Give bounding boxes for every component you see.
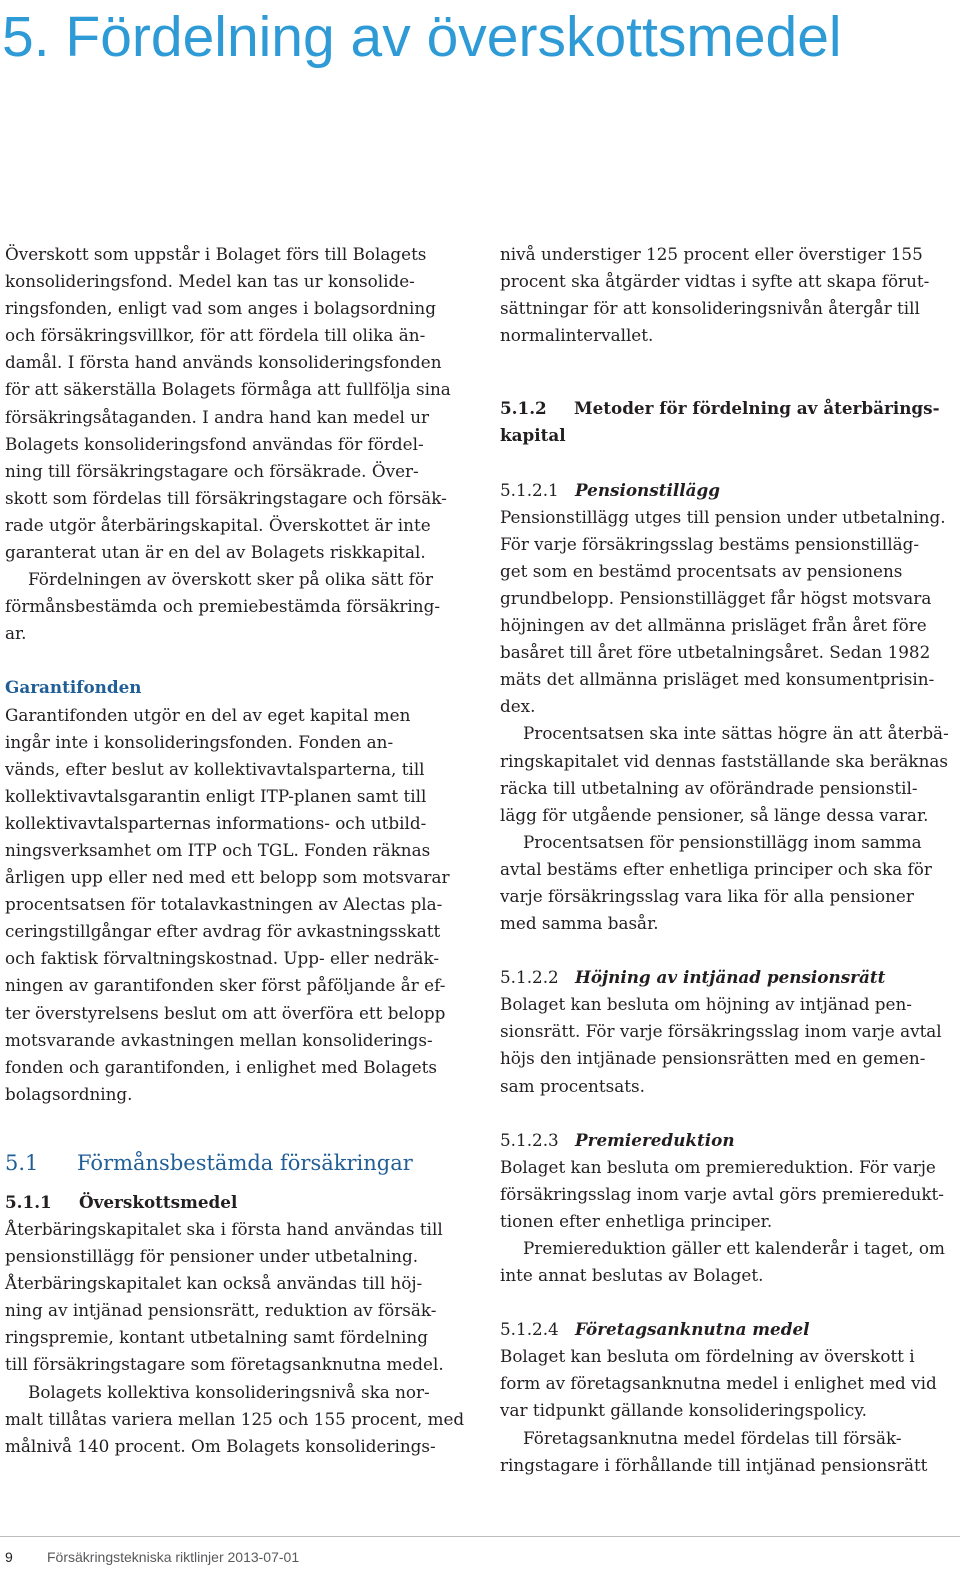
text-line: Överskott som uppstår i Bolaget förs till Bolagets bbox=[5, 244, 427, 264]
continued-paragraph bbox=[500, 241, 954, 349]
text-line: ringspremie, kontant utbetalning samt fördelning bbox=[5, 1327, 428, 1348]
text-line: höjs den intjänade pensionsrätten med en gemen- bbox=[500, 1048, 926, 1069]
text-line: inte annat beslutas av Bolaget. bbox=[500, 1265, 764, 1286]
text-line: ningsverksamhet om ITP och TGL. Fonden räknas bbox=[5, 839, 431, 860]
left-column bbox=[5, 241, 475, 1460]
page-number: 9 bbox=[5, 1549, 13, 1565]
pensionstillagg-paragraph-2 bbox=[500, 720, 954, 828]
text-line: motsvarande avkastningen mellan konsoliderings- bbox=[5, 1029, 433, 1050]
text-line: sättningar för att konsolideringsnivån återgår till bbox=[500, 298, 920, 319]
text-line: sam procentsats. bbox=[500, 1075, 645, 1096]
section-5-1-heading bbox=[5, 1147, 475, 1179]
text-line: rade utgör återbäringskapital. Överskottet är inte bbox=[5, 514, 431, 535]
garantifonden-heading: Garantifonden bbox=[5, 677, 142, 698]
section-5-1-1-heading bbox=[5, 1189, 475, 1216]
text-line: nivå understiger 125 procent eller överstiger 155 bbox=[500, 244, 923, 264]
text-line: lägg för utgående pensioner, så länge dessa varar. bbox=[500, 804, 929, 825]
text-line: Bolaget kan besluta om höjning av intjänad pen- bbox=[500, 994, 912, 1015]
text-line: ning till försäkringstagare och försäkrade. Över- bbox=[5, 460, 419, 481]
section-number: 5.1 bbox=[5, 1150, 39, 1175]
intro-paragraph bbox=[5, 241, 475, 566]
text-line: förmånsbestämda och premiebestämda försäkring- bbox=[5, 596, 441, 617]
text-line: räcka till utbetalning av oförändrade pensionstil- bbox=[500, 777, 918, 798]
premiereduktion-paragraph-2 bbox=[500, 1235, 954, 1289]
text-line: ar. bbox=[5, 623, 27, 644]
section-5-1-2-2-heading bbox=[500, 964, 954, 991]
text-line: höjningen av det allmänna prisläget från året före bbox=[500, 615, 927, 636]
section-title: Överskottsmedel bbox=[79, 1191, 238, 1212]
section-title: Pensionstillägg bbox=[575, 479, 720, 500]
section-number: 5.1.2.2 bbox=[500, 967, 559, 988]
section-number: 5.1.2.1 bbox=[500, 479, 559, 500]
text-line: var tidpunkt gällande konsolideringspolicy. bbox=[500, 1400, 867, 1421]
overskottsmedel-paragraph-1 bbox=[5, 1216, 475, 1379]
text-line: Företagsanknutna medel fördelas till försäk- bbox=[523, 1427, 902, 1448]
text-line: normalintervallet. bbox=[500, 325, 654, 346]
section-5-1-2-1-heading bbox=[500, 477, 954, 504]
text-line: försäkringsslag inom varje avtal görs premieredukt- bbox=[500, 1183, 944, 1204]
section-5-1-2-4-heading bbox=[500, 1316, 954, 1343]
text-line: mäts det allmänna prisläget med konsumentprisin- bbox=[500, 669, 935, 690]
section-5-1-2-heading bbox=[500, 395, 954, 449]
text-line: sionsrätt. För varje försäkringsslag inom varje avtal bbox=[500, 1021, 942, 1042]
text-line: för att säkerställa Bolagets förmåga att fullfölja sina bbox=[5, 379, 451, 400]
text-line: Bolaget kan besluta om fördelning av överskott i bbox=[500, 1346, 915, 1367]
garantifonden-paragraph bbox=[5, 702, 475, 1108]
distribution-paragraph bbox=[5, 566, 475, 647]
hojning-paragraph bbox=[500, 991, 954, 1099]
premiereduktion-paragraph-1 bbox=[500, 1154, 954, 1235]
text-line: damål. I första hand används konsolideringsfonden bbox=[5, 352, 442, 373]
section-number: 5.1.1 bbox=[5, 1191, 52, 1212]
pensionstillagg-paragraph-3 bbox=[500, 829, 954, 937]
text-line: bolagsordning. bbox=[5, 1083, 133, 1104]
section-number: 5.1.2.3 bbox=[500, 1129, 559, 1150]
text-line: ceringstillgångar efter avdrag för avkastningsskatt bbox=[5, 921, 441, 942]
text-line: pensionstillägg för pensioner under utbetalning. bbox=[5, 1246, 419, 1267]
text-line: ter överstyrelsens beslut om att överföra ett belopp bbox=[5, 1002, 446, 1023]
text-line: varje försäkringsslag vara lika för alla pensioner bbox=[500, 885, 914, 906]
text-line: och faktisk förvaltningskostnad. Upp- eller nedräk- bbox=[5, 948, 440, 969]
text-line: vänds, efter beslut av kollektivavtalsparterna, till bbox=[5, 758, 425, 779]
text-line: fonden och garantifonden, i enlighet med Bolagets bbox=[5, 1056, 438, 1077]
text-line: malt tillåtas variera mellan 125 och 155 procent, med bbox=[5, 1408, 465, 1429]
page-title: 5. Fördelning av överskottsmedel bbox=[2, 5, 842, 69]
section-title: Företagsanknutna medel bbox=[575, 1319, 810, 1340]
text-line: kollektivavtalsgarantin enligt ITP-planen samt till bbox=[5, 785, 427, 806]
text-line: Återbäringskapitalet kan också användas till höj- bbox=[5, 1273, 423, 1294]
text-line: ringsfonden, enligt vad som anges i bolagsordning bbox=[5, 298, 436, 319]
text-line: Premiereduktion gäller ett kalenderår i taget, om bbox=[523, 1238, 945, 1258]
right-column bbox=[500, 241, 954, 1479]
text-line: För varje försäkringsslag bestäms pensionstilläg- bbox=[500, 533, 920, 554]
text-line: Återbäringskapitalet ska i första hand användas till bbox=[5, 1219, 443, 1239]
section-title: Höjning av intjänad pensionsrätt bbox=[575, 967, 886, 988]
text-line: och försäkringsvillkor, för att fördela till olika än- bbox=[5, 325, 426, 346]
text-line: med samma basår. bbox=[500, 913, 659, 934]
text-line: konsolideringsfond. Medel kan tas ur konsolide- bbox=[5, 271, 415, 292]
page-footer bbox=[5, 1549, 299, 1565]
section-number: 5.1.2 bbox=[500, 398, 547, 419]
text-line: Bolagets kollektiva konsolideringsnivå ska nor- bbox=[28, 1381, 430, 1402]
pensionstillagg-paragraph-1 bbox=[500, 504, 954, 721]
text-line: ringskapitalet vid dennas fastställande ska beräknas bbox=[500, 750, 949, 771]
text-line: procentsatsen för totalavkastningen av Alectas pla- bbox=[5, 894, 443, 915]
footer-text: Försäkringstekniska riktlinjer 2013-07-01 bbox=[47, 1549, 300, 1565]
text-line: procent ska åtgärder vidtas i syfte att skapa förut- bbox=[500, 271, 930, 292]
section-title: Förmånsbestämda försäkringar bbox=[77, 1150, 413, 1175]
section-number: 5.1.2.4 bbox=[500, 1319, 559, 1340]
overskottsmedel-paragraph-2 bbox=[5, 1379, 475, 1460]
text-line: Bolagets konsolideringsfond användas för fördel- bbox=[5, 433, 424, 454]
text-line: dex. bbox=[500, 696, 536, 717]
text-line: ning av intjänad pensionsrätt, reduktion av försäk- bbox=[5, 1300, 437, 1321]
text-line: ringstagare i förhållande till intjänad pensionsrätt bbox=[500, 1454, 928, 1475]
text-line: försäkringsåtaganden. I andra hand kan medel ur bbox=[5, 406, 430, 427]
text-line: Fördelningen av överskott sker på olika sätt för bbox=[28, 569, 434, 590]
text-line: till försäkringstagare som företagsanknutna medel. bbox=[5, 1354, 444, 1375]
section-title-line-2: kapital bbox=[500, 425, 566, 446]
text-line: tionen efter enhetliga principer. bbox=[500, 1210, 773, 1231]
text-line: målnivå 140 procent. Om Bolagets konsoliderings- bbox=[5, 1435, 436, 1456]
foretagsanknutna-paragraph-2 bbox=[500, 1425, 954, 1479]
footer-divider bbox=[0, 1536, 960, 1537]
text-line: Pensionstillägg utges till pension under utbetalning. bbox=[500, 506, 946, 527]
text-line: årligen upp eller ned med ett belopp som motsvarar bbox=[5, 867, 450, 888]
text-line: ningen av garantifonden sker först påföljande år ef- bbox=[5, 975, 446, 996]
text-line: garanterat utan är en del av Bolagets riskkapital. bbox=[5, 542, 426, 563]
foretagsanknutna-paragraph-1 bbox=[500, 1343, 954, 1424]
text-line: Garantifonden utgör en del av eget kapital men bbox=[5, 704, 411, 725]
section-title: Premiereduktion bbox=[575, 1129, 735, 1150]
section-5-1-2-3-heading bbox=[500, 1127, 954, 1154]
text-line: grundbelopp. Pensionstillägget får högst motsvara bbox=[500, 587, 932, 608]
text-line: Procentsatsen ska inte sättas högre än att återbä- bbox=[523, 723, 949, 744]
text-line: skott som fördelas till försäkringstagare och försäk- bbox=[5, 487, 447, 508]
section-title-line-1: Metoder för fördelning av återbärings- bbox=[574, 398, 940, 419]
text-line: basåret till året före utbetalningsåret. Sedan 1982 bbox=[500, 642, 931, 663]
text-line: get som en bestämd procentsats av pensionens bbox=[500, 560, 903, 581]
text-line: kollektivavtalsparternas informations- och utbild- bbox=[5, 812, 427, 833]
text-line: Bolaget kan besluta om premiereduktion. För varje bbox=[500, 1156, 936, 1177]
text-line: avtal bestäms efter enhetliga principer och ska för bbox=[500, 858, 932, 879]
text-line: form av företagsanknutna medel i enlighet med vid bbox=[500, 1373, 937, 1394]
text-line: ingår inte i konsolideringsfonden. Fonden an- bbox=[5, 731, 394, 752]
text-line: Procentsatsen för pensionstillägg inom samma bbox=[523, 831, 922, 852]
